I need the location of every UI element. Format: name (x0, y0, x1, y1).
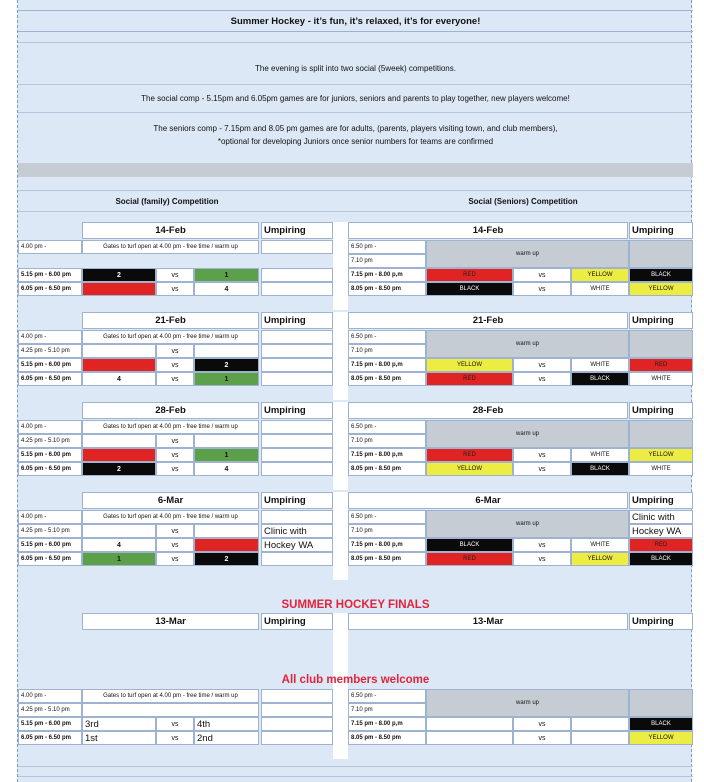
home-team: BLACK (426, 282, 513, 296)
team-cell (82, 703, 259, 717)
umpire-cell (261, 420, 333, 434)
page-title: Summer Hockey - it’s fun, it’s relaxed, it’s for everyone! (18, 10, 693, 32)
vs-label: vs (156, 344, 194, 358)
finals-social-umpiring: Umpiring (261, 613, 333, 630)
vs-label: vs (156, 717, 194, 731)
time-slot: 7.10 pm (348, 254, 426, 268)
middle-divider (333, 402, 348, 490)
vs-label: vs (156, 372, 194, 386)
team-cell (82, 524, 156, 538)
team-cell (426, 717, 513, 731)
time-slot: 6.50 pm - (348, 420, 426, 434)
vs-label: vs (156, 448, 194, 462)
umpire-cell (629, 240, 693, 268)
home-team: 1 (82, 552, 156, 566)
time-slot: 4.25 pm - 5.10 pm (18, 524, 82, 538)
finals-seniors-date: 13-Mar (348, 613, 628, 630)
time-slot: 7.10 pm (348, 524, 426, 538)
clinic-line-1: Clinic with (629, 510, 693, 524)
umpire-cell (261, 268, 333, 282)
umpire-team: BLACK (629, 552, 693, 566)
middle-divider (333, 222, 348, 310)
umpire-cell (261, 731, 333, 745)
finals-welcome: All club members welcome (281, 674, 430, 686)
intro-line-2: The social comp - 5.15pm and 6.05pm games are for juniors, seniors and parents to play together, new players welcome! (141, 93, 570, 103)
umpire-team: YELLOW (629, 282, 693, 296)
vs-label: vs (156, 462, 194, 476)
social-date: 6-Mar (82, 492, 259, 509)
time-slot: 6.05 pm - 6.50 pm (18, 731, 82, 745)
home-team: 4 (82, 538, 156, 552)
warmup-cell: warm up (426, 510, 629, 538)
home-team: RED (426, 448, 513, 462)
time-slot: 7.15 pm - 8.00 p,m (348, 268, 426, 282)
home-team: RED (426, 552, 513, 566)
time-slot: 8.05 pm - 8.50 pm (348, 372, 426, 386)
umpire-cell (629, 689, 693, 717)
umpire-cell (261, 344, 333, 358)
social-date: 14-Feb (82, 222, 259, 239)
time-slot: 6.50 pm - (348, 240, 426, 254)
time-slot: 6.50 pm - (348, 330, 426, 344)
vs-label: vs (156, 268, 194, 282)
team-cell (571, 717, 629, 731)
time-slot: 7.10 pm (348, 703, 426, 717)
away-team: 2 (194, 358, 259, 372)
team-cell (194, 434, 259, 448)
social-comp-title: Social (family) Competition (115, 196, 219, 206)
home-team: 3 (82, 358, 156, 372)
team-cell (194, 344, 259, 358)
social-date: 28-Feb (82, 402, 259, 419)
intro-line-1: The evening is split into two social (5week) competitions. (255, 63, 456, 73)
warmup-cell: warm up (426, 689, 629, 717)
time-slot: 7.15 pm - 8.00 p,m (348, 538, 426, 552)
seniors-umpiring-header: Umpiring (629, 222, 693, 239)
team-cell (571, 731, 629, 745)
gates-note: Gates to turf open at 4.00 pm - free time / warm up (82, 689, 259, 703)
finals-title: SUMMER HOCKEY FINALS (281, 599, 430, 611)
time-slot: 6.05 pm - 6.50 pm (18, 372, 82, 386)
clinic-line-1: Clinic with (261, 524, 333, 538)
vs-label: vs (156, 552, 194, 566)
time-slot: 6.05 pm - 6.50 pm (18, 462, 82, 476)
seniors-umpiring-header: Umpiring (629, 492, 693, 509)
vs-label: vs (156, 358, 194, 372)
social-umpiring-header: Umpiring (261, 222, 333, 239)
team-cell (194, 524, 259, 538)
vs-label: vs (513, 268, 571, 282)
umpire-team: WHITE (629, 372, 693, 386)
seniors-date: 14-Feb (348, 222, 628, 239)
umpire-cell (261, 689, 333, 703)
umpire-team: RED (629, 538, 693, 552)
time-slot: 5.15 pm - 6.00 pm (18, 448, 82, 462)
vs-label: vs (513, 372, 571, 386)
social-date: 21-Feb (82, 312, 259, 329)
time-slot: 5.15 pm - 6.00 pm (18, 717, 82, 731)
time-slot: 4.25 pm - 5.10 pm (18, 703, 82, 717)
away-team: 2nd (194, 731, 259, 745)
away-team: 1 (194, 372, 259, 386)
vs-label: vs (513, 358, 571, 372)
umpire-cell (261, 552, 333, 566)
team-cell (82, 344, 156, 358)
seniors-umpiring-header: Umpiring (629, 402, 693, 419)
social-umpiring-header: Umpiring (261, 402, 333, 419)
time-slot: 4.25 pm - 5.10 pm (18, 434, 82, 448)
middle-divider (333, 312, 348, 400)
gates-note: Gates to turf open at 4.00 pm - free time / warm up (82, 420, 259, 434)
vs-label: vs (513, 717, 571, 731)
home-team: 2 (82, 462, 156, 476)
time-slot: 7.15 pm - 8.00 p,m (348, 358, 426, 372)
home-team: 2 (82, 268, 156, 282)
finals-social-date: 13-Mar (82, 613, 259, 630)
vs-label: vs (156, 434, 194, 448)
home-team: 1st (82, 731, 156, 745)
seniors-umpiring-header: Umpiring (629, 312, 693, 329)
vs-label: vs (513, 462, 571, 476)
vs-label: vs (156, 524, 194, 538)
vs-label: vs (513, 282, 571, 296)
finals-seniors-umpiring: Umpiring (629, 613, 693, 630)
time-slot: 7.15 pm - 8.00 p,m (348, 448, 426, 462)
intro-line-3: The seniors comp - 7.15pm and 8.05 pm games are for adults, (parents, players visiting town, and club members), (153, 123, 558, 133)
home-team: 3rd (82, 717, 156, 731)
time-slot: 6.05 pm - 6.50 pm (18, 552, 82, 566)
umpire-cell (261, 330, 333, 344)
vs-label: vs (156, 538, 194, 552)
time-slot: 7.15 pm - 8.00 p,m (348, 717, 426, 731)
time-slot: 4.00 pm - (18, 689, 82, 703)
away-team: 3 (194, 538, 259, 552)
umpire-team: BLACK (629, 717, 693, 731)
warmup-cell: warm up (426, 420, 629, 448)
time-slot: 8.05 pm - 8.50 pm (348, 731, 426, 745)
time-slot: 4.25 pm - 5.10 pm (18, 344, 82, 358)
gates-note: Gates to turf open at 4.00 pm - free time / warm up (82, 330, 259, 344)
away-team: 2 (194, 552, 259, 566)
away-team: WHITE (571, 538, 629, 552)
vs-label: vs (513, 448, 571, 462)
umpire-cell (261, 462, 333, 476)
home-team: 3 (82, 282, 156, 296)
time-slot: 5.15 pm - 6.00 pm (18, 268, 82, 282)
away-team: 4 (194, 282, 259, 296)
umpire-cell (629, 420, 693, 448)
home-team: RED (426, 268, 513, 282)
time-slot: 6.50 pm - (348, 510, 426, 524)
umpire-team: BLACK (629, 268, 693, 282)
away-team: 4 (194, 462, 259, 476)
time-slot: 4.00 pm - (18, 420, 82, 434)
away-team: 1 (194, 268, 259, 282)
home-team: RED (426, 372, 513, 386)
time-slot: 7.10 pm (348, 434, 426, 448)
umpire-cell (261, 358, 333, 372)
time-slot: 8.05 pm - 8.50 pm (348, 282, 426, 296)
home-team: 4 (82, 372, 156, 386)
vs-label: vs (513, 552, 571, 566)
social-umpiring-header: Umpiring (261, 492, 333, 509)
team-cell (82, 434, 156, 448)
time-slot: 4.00 pm - (18, 330, 82, 344)
home-team: YELLOW (426, 358, 513, 372)
home-team: 3 (82, 448, 156, 462)
umpire-team: RED (629, 358, 693, 372)
time-slot: 8.05 pm - 8.50 pm (348, 552, 426, 566)
umpire-cell (261, 717, 333, 731)
seniors-comp-title: Social (Seniors) Competition (468, 196, 578, 206)
away-team: WHITE (571, 282, 629, 296)
time-slot: 8.05 pm - 8.50 pm (348, 462, 426, 476)
clinic-line-2: Hockey WA (629, 524, 693, 538)
umpire-cell (261, 448, 333, 462)
time-slot: 4.00 pm - (18, 510, 82, 524)
social-umpiring-header: Umpiring (261, 312, 333, 329)
seniors-date: 21-Feb (348, 312, 628, 329)
gates-note: Gates to turf open at 4.00 pm - free time / warm up (82, 240, 259, 254)
umpire-cell (261, 510, 333, 524)
seniors-date: 28-Feb (348, 402, 628, 419)
clinic-line-2: Hockey WA (261, 538, 333, 552)
warmup-cell: warm up (426, 240, 629, 268)
vs-label: vs (156, 282, 194, 296)
gates-note: Gates to turf open at 4.00 pm - free time / warm up (82, 510, 259, 524)
away-team: YELLOW (571, 552, 629, 566)
away-team: YELLOW (571, 268, 629, 282)
umpire-cell (261, 240, 333, 254)
umpire-cell (261, 372, 333, 386)
umpire-cell (261, 434, 333, 448)
vs-label: vs (513, 731, 571, 745)
umpire-team: YELLOW (629, 731, 693, 745)
away-team: BLACK (571, 462, 629, 476)
vs-label: vs (513, 538, 571, 552)
intro-line-4: *optional for developing Juniors once senior numbers for teams are confirmed (217, 136, 494, 146)
team-cell (426, 731, 513, 745)
umpire-team: YELLOW (629, 448, 693, 462)
seniors-date: 6-Mar (348, 492, 628, 509)
away-team: 1 (194, 448, 259, 462)
umpire-cell (261, 282, 333, 296)
time-slot: 5.15 pm - 6.00 pm (18, 538, 82, 552)
separator-band (18, 163, 693, 177)
vs-label: vs (156, 731, 194, 745)
home-team: YELLOW (426, 462, 513, 476)
warmup-cell: warm up (426, 330, 629, 358)
home-team: BLACK (426, 538, 513, 552)
middle-divider (333, 492, 348, 580)
away-team: 4th (194, 717, 259, 731)
away-team: WHITE (571, 358, 629, 372)
away-team: BLACK (571, 372, 629, 386)
umpire-team: WHITE (629, 462, 693, 476)
spreadsheet (17, 0, 692, 782)
time-slot: 5.15 pm - 6.00 pm (18, 358, 82, 372)
time-slot: 4.00 pm - (18, 240, 82, 254)
umpire-cell (261, 703, 333, 717)
time-slot: 7.10 pm (348, 344, 426, 358)
time-slot: 6.05 pm - 6.50 pm (18, 282, 82, 296)
umpire-cell (629, 330, 693, 358)
time-slot: 6.50 pm - (348, 689, 426, 703)
away-team: WHITE (571, 448, 629, 462)
